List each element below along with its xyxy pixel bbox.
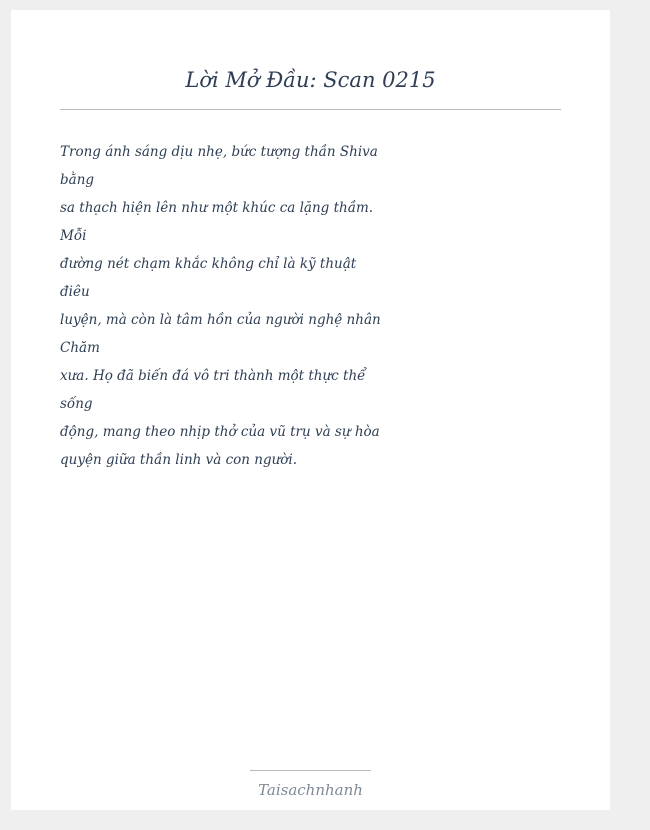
text-line: sống xyxy=(60,396,93,412)
footer-brand: Taisachnhanh xyxy=(258,781,363,799)
footer-divider xyxy=(250,770,371,771)
text-line: xưa. Họ đã biến đá vô tri thành một thực thể xyxy=(60,368,366,384)
text-line: luyện, mà còn là tâm hồn của người nghệ nhân xyxy=(60,312,381,328)
text-line: Mỗi xyxy=(60,228,87,244)
text-line: động, mang theo nhịp thở của vũ trụ và sự hòa xyxy=(60,424,380,440)
text-line: bằng xyxy=(60,172,95,188)
body-paragraph xyxy=(60,138,381,474)
document-page xyxy=(11,10,610,810)
text-line: điêu xyxy=(60,284,90,300)
text-line: Chăm xyxy=(60,340,100,356)
text-line: đường nét chạm khắc không chỉ là kỹ thuật xyxy=(60,256,357,272)
text-line: sa thạch hiện lên như một khúc ca lặng thầm. xyxy=(60,200,374,216)
text-line: quyện giữa thần linh và con người. xyxy=(60,452,298,468)
text-line: Trong ánh sáng dịu nhẹ, bức tượng thần Shiva xyxy=(60,144,378,160)
page-title: Lời Mở Đầu: Scan 0215 xyxy=(185,68,436,92)
title-divider xyxy=(60,109,561,110)
